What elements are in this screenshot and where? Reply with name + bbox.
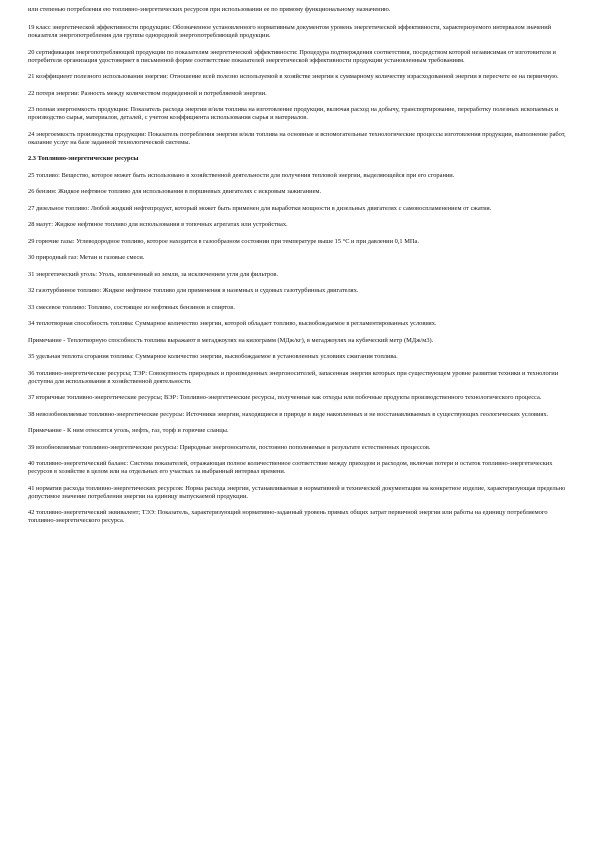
definition-term: 40 топливно-энергетический баланс:: [28, 460, 129, 468]
definition-24: [28, 131, 569, 147]
definition-term: 27 дизельное топливо:: [28, 204, 90, 212]
definition-19: [28, 24, 569, 40]
note-34: [28, 337, 569, 345]
definition-38: [28, 411, 569, 419]
definition-30: [28, 254, 569, 262]
definition-body: Показатель потребления энергии и/или топлива на основные и вспомогательные технологические процессы изготовления продукции, выполнение работ, оказание услуг на базе заданной технологической системы.: [28, 130, 566, 146]
definition-term: 29 горючие газы:: [28, 237, 75, 245]
definition-body: Показатель расхода энергии и/или топлива на изготовление продукции, включая расход на добычу, транспортирование, переработку полезных ископаемых и производство сырья, материалов, деталей, с учетом коэффициента использования сырья и материалов.: [28, 106, 559, 122]
definition-body: Процедура подтверждения соответствия, посредством которой независимая от изготовителя и потребителя организация удостоверяет в письменной форме соответствие показателей энергетической эффективности продукции установленным требованиям.: [28, 48, 556, 64]
definition-term: 26 бензин:: [28, 188, 57, 196]
definition-41: [28, 485, 569, 501]
definition-term: 32 газотурбинное топливо:: [28, 287, 102, 295]
definition-term: 41 норматив расхода топливно-энергетических ресурсов:: [28, 484, 184, 492]
note-text: Примечание - Теплотворную способность топлива выражают в мегаджоулях на килограмм (МДж/кг), в мегаджоулях на кубический метр (МДж/м3).: [28, 336, 434, 344]
definition-term: 36 топливно-энергетические ресурсы; ТЭР:: [28, 369, 147, 377]
definition-term: 34 теплотворная способность топлива:: [28, 320, 134, 328]
definition-term: 21 коэффициент полезного использования энергии:: [28, 73, 169, 81]
definition-27: [28, 205, 569, 213]
note-38: [28, 427, 569, 435]
definition-body: Совокупность природных и произведенных энергоносителей, запасенная энергия которых при существующем уровне развития техники и технологии доступна для использования в хозяйственной деятельности.: [28, 369, 559, 385]
definition-31: [28, 271, 569, 279]
definition-40: [28, 460, 569, 476]
definition-25: [28, 172, 569, 180]
definition-body: Жидкое нефтяное топливо для применения в наземных и судовых газотурбинных двигателях.: [101, 287, 359, 295]
definition-35: [28, 353, 569, 361]
definition-36: [28, 370, 569, 386]
definition-39: [28, 444, 569, 452]
definition-term: 33 смесевое топливо:: [28, 303, 87, 311]
definition-body: Система показателей, отражающая полное количественное соответствие между приходом и расходом, включая потери и остаток топливно-энергетических ресурсов в хозяйстве в целом или на отдельных его участках за выбранный интервал времени.: [28, 460, 553, 476]
definition-23: [28, 106, 569, 122]
definition-body: Отношение всей полезно используемой в хозяйстве энергии к суммарному количеству израсходованной энергии в пересчете ее на первичную.: [168, 73, 559, 81]
definition-term: 19 класс энергетической эффективности продукции:: [28, 24, 171, 32]
definition-body: Метан и газовые смеси.: [77, 254, 145, 262]
definition-term: 42 топливно-энергетический эквивалент; ТЭЭ:: [28, 509, 156, 517]
definition-28: [28, 221, 569, 229]
definition-body: Природные энергоносители, постоянно пополняемые в результате естественных процессов.: [178, 443, 431, 451]
definition-37: [28, 394, 569, 402]
definition-body: Разность между количеством подведенной и потребляемой энергии.: [79, 89, 267, 97]
definition-20: [28, 49, 569, 65]
definition-body: Источники энергии, находящиеся в природе в виде накопленных и не восстанавливаемых в существующих геологических условиях.: [184, 410, 549, 418]
definition-term: 35 удельная теплота сгорания топлива:: [28, 353, 134, 361]
definition-body: Топливно-энергетические ресурсы, полученные как отходы или побочные продукты производственного технологического процесса.: [178, 394, 542, 402]
paragraph-text: или степенью потребления ею топливно-энергетических ресурсов при использовании ее по прямому функциональному назначению.: [28, 6, 391, 13]
definition-body: Любой жидкий нефтепродукт, который может быть применен для выработки мощности в дизельных двигателях с самовоспламенением от сжатия.: [89, 204, 492, 212]
paragraph-continuation: [28, 6, 569, 14]
definition-term: 24 энергоемкость производства продукции:: [28, 130, 147, 138]
definition-body: Суммарное количество энергии, высвобождаемое в установленных условиях сжигания топлива.: [133, 353, 398, 361]
definition-body: Вещество, которое может быть использовано в хозяйственной деятельности для получения тепловой энергии, выделяющейся при его сгорании.: [59, 171, 455, 179]
definition-term: 20 сертификация энергопотребляющей продукции по показателям энергетической эффективности:: [28, 48, 298, 56]
definition-body: Суммарное количество энергии, которой обладает топливо, высвобождаемое в регламентированных условиях.: [133, 320, 437, 328]
definition-32: [28, 287, 569, 295]
definition-body: Норма расхода энергии, устанавливаемая в нормативной и технической документации на конкретное изделие, характеризующая предельно допустимое значение потребления энергии на единицу выпускаемой продукции.: [28, 484, 566, 500]
definition-term: 39 возобновляемые топливно-энергетические ресурсы:: [28, 443, 179, 451]
definition-term: 31 энергетический уголь:: [28, 270, 98, 278]
definition-term: 25 топливо:: [28, 171, 60, 179]
definition-term: 22 потеря энергии:: [28, 89, 80, 97]
definition-term: 28 мазут:: [28, 221, 53, 229]
definition-33: [28, 304, 569, 312]
definition-42: [28, 509, 569, 525]
definition-34: [28, 320, 569, 328]
section-heading: 2.3 Топливно-энергетические ресурсы: [28, 155, 139, 163]
definition-21: [28, 73, 569, 81]
definition-body: Углеводородное топливо, которое находится в газообразном состоянии при температуре выше 15 °С и при давлении 0,1 МПа.: [74, 237, 419, 245]
definition-term: 37 вторичные топливно-энергетические ресурсы; ВЭР:: [28, 394, 179, 402]
note-text: Примечание - К ним относятся уголь, нефть, газ, торф и горючие сланцы.: [28, 427, 229, 435]
definition-body: Показатель, характеризующий нормативно-заданный уровень прямых общих затрат первичной энергии или работы на единицу потребляемого топливно-энергетического ресурса.: [28, 509, 548, 525]
definition-body: Топливо, состоящее из нефтяных бензинов и спиртов.: [86, 303, 235, 311]
definition-body: Жидкое нефтяное топливо для использования в топочных агрегатах или устройствах.: [52, 221, 288, 229]
definition-term: 38 невозобновляемые топливно-энергетические ресурсы:: [28, 410, 185, 418]
definition-term: 23 полная энергоемкость продукции:: [28, 106, 129, 114]
definition-term: 30 природный газ:: [28, 254, 78, 262]
definition-29: [28, 238, 569, 246]
definition-body: Уголь, извлеченный из земли, за исключением угля для фильтров.: [97, 270, 279, 278]
definition-body: Жидкое нефтяное топливо для использования в поршневых двигателях с искровым зажиганием.: [56, 188, 322, 196]
definition-22: [28, 90, 569, 98]
definition-body: Обозначенное установленного нормативным документом уровень энергетической эффективности, характеризуемого интервалом значений показателя энергопотребления для группы однородной энергопотребляющей продукции.: [28, 24, 552, 40]
definition-26: [28, 188, 569, 196]
